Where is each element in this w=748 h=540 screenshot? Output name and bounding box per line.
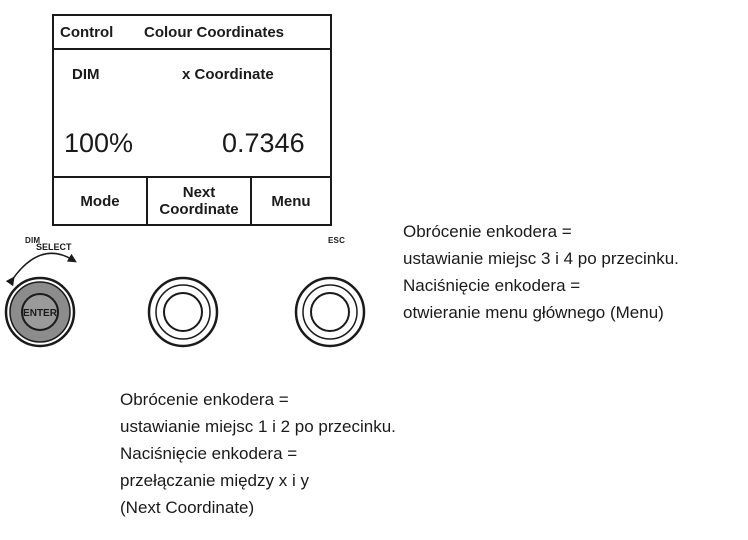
soft-button-row [54, 176, 330, 224]
rotate-arrow-icon [12, 253, 73, 280]
lcd-display [52, 14, 332, 226]
dim-knob-label: DIM [25, 236, 41, 245]
description-line: Obrócenie enkodera = [403, 222, 572, 241]
x-coordinate-value: 0.7346 [222, 128, 305, 158]
next-coordinate-button[interactable] [148, 178, 252, 224]
right-encoder[interactable] [296, 278, 364, 346]
enter-encoder[interactable] [6, 278, 74, 346]
menu-button[interactable] [252, 178, 330, 224]
description-line: Obrócenie enkodera = [120, 390, 289, 409]
description-line: ustawianie miejsc 3 i 4 po przecinku. [403, 249, 679, 268]
select-arc-label: SELECT [36, 242, 72, 252]
description-line: ustawianie miejsc 1 i 2 po przecinku. [120, 417, 396, 436]
enter-button-label: ENTER [23, 308, 57, 319]
description-line: Naciśnięcie enkodera = [120, 444, 298, 463]
mode-button-label: Mode [80, 192, 120, 210]
dim-label: DIM [72, 66, 100, 83]
dim-value: 100% [64, 128, 134, 158]
display-header [54, 16, 330, 50]
middle-encoder[interactable] [149, 278, 217, 346]
right-encoder-description [403, 218, 679, 326]
description-line: przełączanie między x i y [120, 471, 309, 490]
mode-button[interactable] [54, 178, 148, 224]
menu-button-label: Menu [271, 192, 311, 210]
description-line: Naciśnięcie enkodera = [403, 276, 581, 295]
description-line: otwieranie menu głównego (Menu) [403, 303, 664, 322]
header-section-label: Colour Coordinates [144, 24, 285, 41]
description-line: (Next Coordinate) [120, 498, 255, 517]
esc-knob-label: ESC [328, 236, 346, 245]
middle-encoder-description [120, 386, 396, 521]
x-coordinate-label: x Coordinate [182, 66, 274, 83]
header-control-label: Control [60, 24, 114, 41]
next-coordinate-button-label: Next Coordinate [159, 184, 239, 218]
